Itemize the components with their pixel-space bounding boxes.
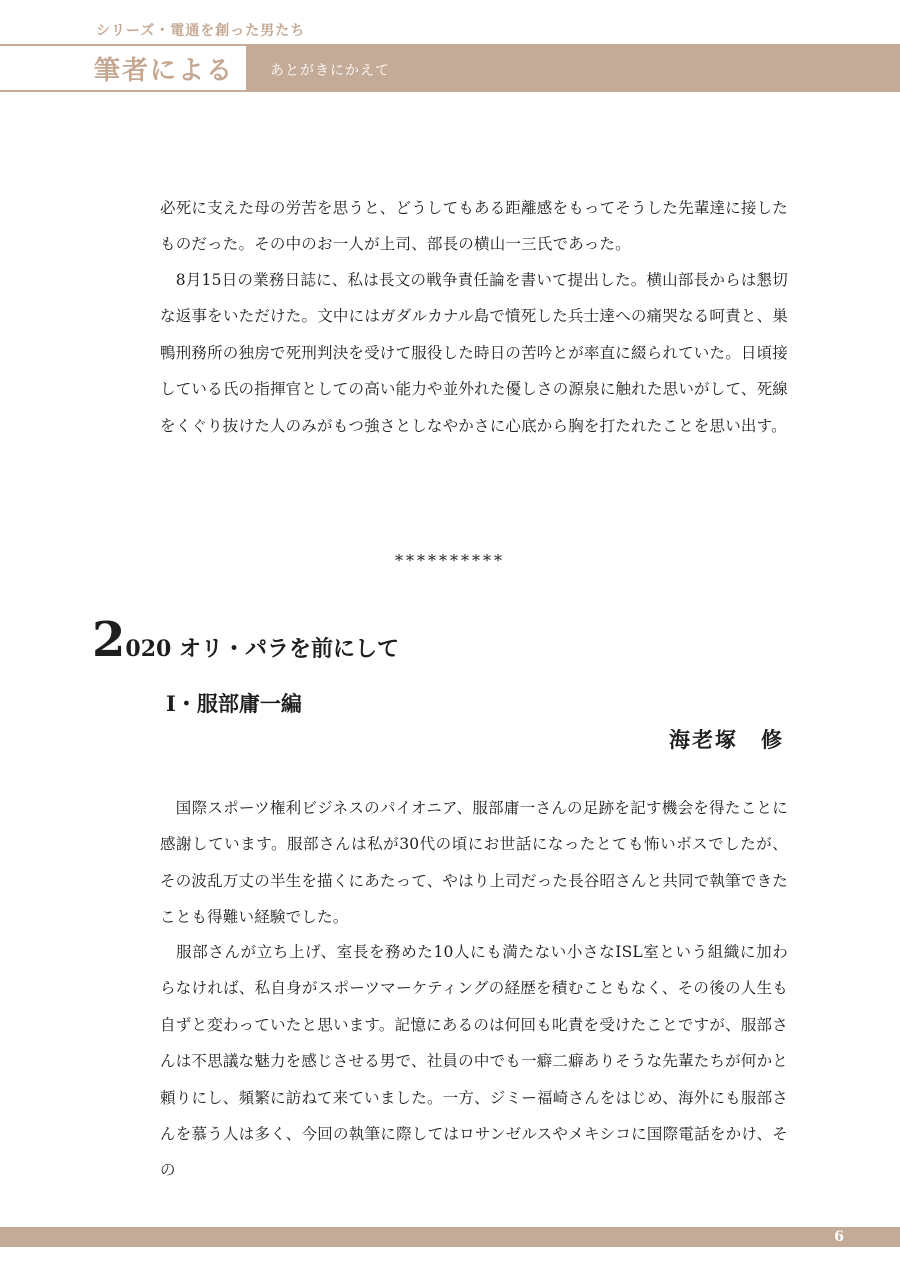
body-paragraph: 必死に支えた母の労苦を思うと、どうしてもある距離感をもってそうした先輩達に接したものだった。その中のお一人が上司、部長の横山一三氏であった。	[160, 199, 789, 254]
sub-heading: Ⅰ・服部庸一編	[166, 691, 302, 716]
header-band	[0, 46, 900, 92]
section-separator: **********	[395, 551, 505, 570]
page-subtitle: あとがきにかえて	[270, 63, 390, 79]
section-title-text: 020 オリ・パラを前にして	[125, 636, 399, 662]
section-title	[92, 612, 399, 668]
author-name: 海老塚 修	[669, 727, 784, 752]
series-title: シリーズ・電通を創った男たち	[96, 23, 306, 39]
page-number: 6	[834, 1229, 844, 1245]
body-paragraph: 服部さんが立ち上げ、室長を務めた10人にも満たない小さなISL室という組織に加わらなければ、私自身がスポーツマーケティングの経歴を積むこともなく、その後の人生も自ずと変わっていたと思います。記憶にあるのは何回も叱責を受けたことですが、服部さんは不思議な魅力を感じさせる男で、社員の中でも一癖二癖ありそうな先輩たちが何かと頼りにし、頻繁に訪ねて来ていました。一方、ジミー福崎さんをはじめ、海外にも服部さんを慕う人は多く、今回の執筆に際してはロサンゼルスやメキシコに国際電話をかけ、その	[160, 943, 788, 1180]
body-paragraph: 国際スポーツ権利ビジネスのパイオニア、服部庸一さんの足跡を記す機会を得たことに感謝しています。服部さんは私が30代の頃にお世話になったとても怖いボスでしたが、その波乱万丈の半生を描くにあたって、やはり上司だった長谷昭さんと共同で執筆できたことも得難い経験でした。	[160, 799, 788, 927]
header-rule	[0, 44, 900, 46]
page-title: 筆者による	[94, 56, 235, 86]
body-paragraph: 8月15日の業務日誌に、私は長文の戦争責任論を書いて提出した。横山部長からは懇切な返事をいただけた。文中にはガダルカナル島で憤死した兵士達への痛哭なる呵責と、巣鴨刑務所の独房で死刑判決を受けて服役した時日の苦吟とが率直に綴られていた。日頃接している氏の指揮官としての高い能力や並外れた優しさの源泉に触れた思いがして、死線をくぐり抜けた人のみがもつ強さとしなやかさに心底から胸を打たれたことを思い出す。	[160, 271, 789, 435]
header-title-box	[0, 46, 246, 90]
footer-band	[0, 1227, 900, 1247]
section-title-initial: 2	[92, 612, 126, 668]
